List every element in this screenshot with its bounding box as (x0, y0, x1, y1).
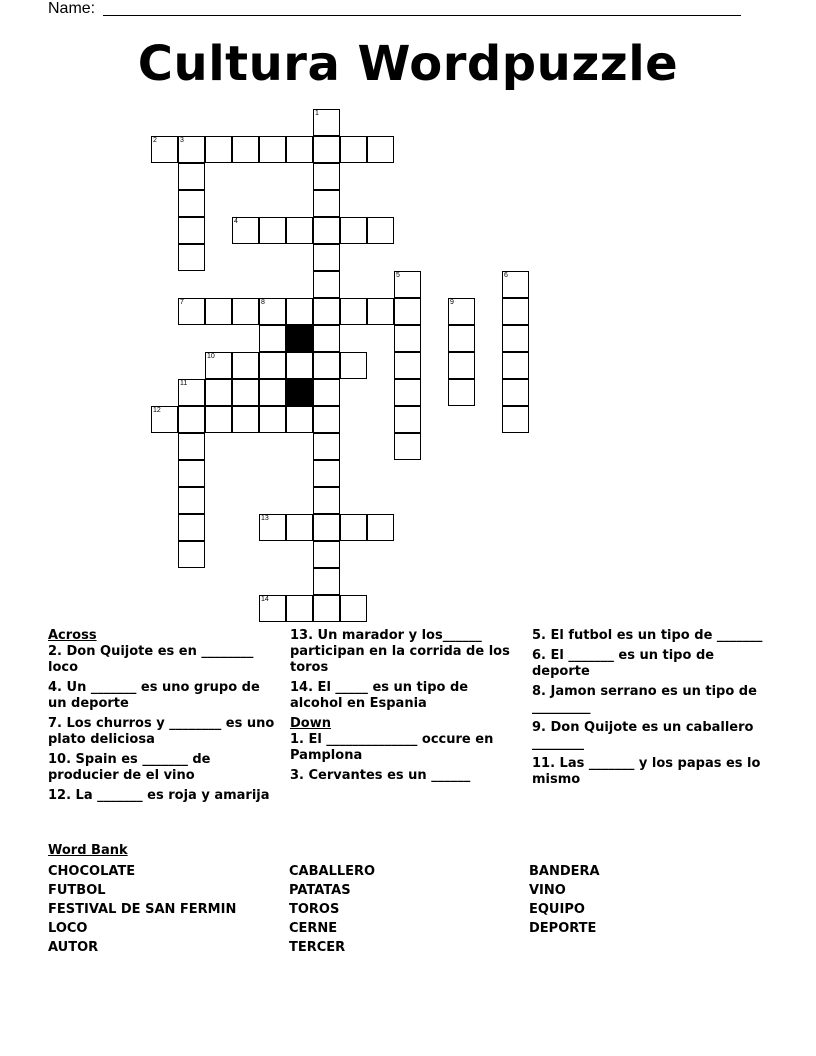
grid-cell[interactable] (313, 487, 340, 514)
clues-column-1 (48, 628, 280, 808)
grid-cell[interactable] (502, 406, 529, 433)
clue-num: 4. (48, 680, 62, 695)
clues-column-2 (290, 628, 522, 788)
grid-cell[interactable] (205, 352, 232, 379)
grid-cell[interactable] (178, 217, 205, 244)
word-bank-item: AUTOR (48, 940, 99, 955)
clues-column-3 (532, 628, 764, 792)
word-bank-item: FUTBOL (48, 883, 106, 898)
clue-number: 1 (315, 110, 319, 117)
grid-cell-blocked (286, 379, 313, 406)
grid-cell[interactable] (502, 352, 529, 379)
clue-num: 2. (48, 644, 62, 659)
grid-cell[interactable] (448, 325, 475, 352)
clue-text: El _______ es un tipo de deporte (532, 648, 715, 679)
word-bank-item: CHOCOLATE (48, 864, 136, 879)
grid-cell[interactable] (313, 109, 340, 136)
grid-cell[interactable] (313, 325, 340, 352)
clue-number: 5 (396, 272, 400, 279)
clue-num: 6. (532, 648, 546, 663)
grid-cell[interactable] (313, 433, 340, 460)
clue-item (290, 768, 522, 784)
grid-cell[interactable] (313, 136, 340, 163)
grid-cell[interactable] (313, 595, 340, 622)
clue-item (290, 628, 522, 676)
grid-cell[interactable] (178, 379, 205, 406)
clue-num: 3. (290, 768, 304, 783)
clue-item (48, 680, 280, 712)
word-bank-item: CABALLERO (289, 864, 376, 879)
grid-cell[interactable] (286, 217, 313, 244)
grid-cell[interactable] (340, 298, 367, 325)
word-bank-item: PATATAS (289, 883, 351, 898)
clue-text: El _____ es un tipo de alcohol en Espania (290, 680, 469, 711)
clue-num: 1. (290, 732, 304, 747)
word-bank-item: DEPORTE (529, 921, 597, 936)
clue-number: 10 (207, 353, 215, 360)
grid-cell[interactable] (394, 433, 421, 460)
grid-cell[interactable] (286, 514, 313, 541)
clue-number: 11 (180, 380, 188, 387)
grid-cell[interactable] (502, 379, 529, 406)
grid-cell[interactable] (340, 514, 367, 541)
grid-cell[interactable] (259, 325, 286, 352)
grid-cell[interactable] (232, 298, 259, 325)
grid-cell[interactable] (205, 136, 232, 163)
clue-number: 13 (261, 515, 269, 522)
grid-cell[interactable] (367, 298, 394, 325)
clue-number: 2 (153, 137, 157, 144)
grid-cell[interactable] (205, 406, 232, 433)
grid-cell[interactable] (313, 406, 340, 433)
grid-cell[interactable] (394, 298, 421, 325)
clue-text: Spain es _______ de producier de el vino (48, 752, 211, 783)
grid-cell[interactable] (340, 352, 367, 379)
grid-cell[interactable] (232, 352, 259, 379)
clue-text: Un marador y los______ participan en la corrida de los toros (290, 628, 510, 675)
grid-cell[interactable] (178, 190, 205, 217)
clue-number: 7 (180, 299, 184, 306)
clue-number: 8 (261, 299, 265, 306)
across-clue-list (48, 644, 280, 804)
clue-item (532, 648, 764, 680)
grid-cell[interactable] (340, 217, 367, 244)
clue-item (48, 752, 280, 784)
grid-cell[interactable] (502, 271, 529, 298)
clue-text: Los churros y ________ es uno plato deliciosa (48, 716, 275, 747)
grid-cell[interactable] (502, 325, 529, 352)
clue-num: 5. (532, 628, 546, 643)
word-bank-item: BANDERA (529, 864, 600, 879)
page-title: Cultura Wordpuzzle (137, 36, 679, 92)
grid-cell-blocked (286, 325, 313, 352)
word-bank-item: TOROS (289, 902, 340, 917)
clue-num: 10. (48, 752, 72, 767)
across-clue-list-continued (290, 628, 522, 712)
grid-cell[interactable] (286, 136, 313, 163)
clue-num: 11. (532, 756, 556, 771)
clue-item (290, 680, 522, 712)
grid-cell[interactable] (313, 298, 340, 325)
grid-cell[interactable] (394, 406, 421, 433)
clue-num: 8. (532, 684, 546, 699)
grid-cell[interactable] (178, 487, 205, 514)
grid-cell[interactable] (340, 595, 367, 622)
down-clue-list (290, 732, 522, 784)
clue-num: 12. (48, 788, 72, 803)
clue-text: La _______ es roja y amarija (71, 788, 270, 803)
grid-cell[interactable] (178, 460, 205, 487)
grid-cell[interactable] (313, 190, 340, 217)
clue-text: El futbol es un tipo de _______ (545, 628, 763, 643)
grid-cell[interactable] (178, 298, 205, 325)
grid-cell[interactable] (502, 298, 529, 325)
grid-cell[interactable] (448, 298, 475, 325)
clue-number: 4 (234, 218, 238, 225)
clue-num: 7. (48, 716, 62, 731)
grid-cell[interactable] (178, 541, 205, 568)
grid-cell[interactable] (178, 433, 205, 460)
grid-cell[interactable] (151, 406, 178, 433)
grid-cell[interactable] (313, 217, 340, 244)
clue-number: 14 (261, 596, 269, 603)
clue-text: Don Quijote es en ________ loco (48, 644, 254, 675)
grid-cell[interactable] (259, 217, 286, 244)
grid-cell[interactable] (394, 352, 421, 379)
word-bank-item: TERCER (289, 940, 346, 955)
clue-item (532, 628, 764, 644)
grid-cell[interactable] (286, 406, 313, 433)
clue-item (532, 756, 764, 788)
clue-text: Las _______ y los papas es lo mismo (532, 756, 761, 787)
grid-cell[interactable] (313, 271, 340, 298)
grid-cell[interactable] (232, 217, 259, 244)
grid-cell[interactable] (448, 379, 475, 406)
clue-text: El ______________ occure en Pamplona (290, 732, 494, 763)
clue-number: 12 (153, 407, 161, 414)
clue-item (48, 644, 280, 676)
name-label: Name: (48, 0, 96, 17)
grid-cell[interactable] (313, 379, 340, 406)
word-bank-item: VINO (529, 883, 566, 898)
clue-item (48, 716, 280, 748)
across-heading: Across (48, 628, 97, 643)
grid-cell[interactable] (232, 406, 259, 433)
grid-cell[interactable] (205, 298, 232, 325)
grid-cell[interactable] (367, 136, 394, 163)
clue-text: Jamon serrano es un tipo de _________ (532, 684, 757, 715)
grid-cell[interactable] (286, 298, 313, 325)
clue-text: Un _______ es uno grupo de un deporte (48, 680, 260, 711)
grid-cell[interactable] (313, 460, 340, 487)
grid-cell[interactable] (313, 514, 340, 541)
clue-number: 6 (504, 272, 508, 279)
grid-cell[interactable] (259, 298, 286, 325)
grid-cell[interactable] (286, 595, 313, 622)
grid-cell[interactable] (313, 244, 340, 271)
word-bank-item: FESTIVAL DE SAN FERMIN (48, 902, 237, 917)
word-bank-item: CERNE (289, 921, 338, 936)
grid-cell[interactable] (394, 271, 421, 298)
clue-number: 9 (450, 299, 454, 306)
word-bank-item: EQUIPO (529, 902, 585, 917)
grid-cell[interactable] (313, 541, 340, 568)
grid-cell[interactable] (178, 244, 205, 271)
grid-cell[interactable] (394, 379, 421, 406)
clue-item (532, 684, 764, 716)
grid-cell[interactable] (178, 514, 205, 541)
grid-cell[interactable] (313, 352, 340, 379)
grid-cell[interactable] (259, 406, 286, 433)
grid-cell[interactable] (313, 163, 340, 190)
grid-cell[interactable] (178, 163, 205, 190)
grid-cell[interactable] (178, 136, 205, 163)
word-bank-item: LOCO (48, 921, 88, 936)
grid-cell[interactable] (259, 514, 286, 541)
grid-cell[interactable] (259, 595, 286, 622)
clue-num: 13. (290, 628, 314, 643)
clue-text: Don Quijote es un caballero ________ (532, 720, 754, 751)
clue-num: 9. (532, 720, 546, 735)
clue-item (532, 720, 764, 752)
grid-cell[interactable] (232, 379, 259, 406)
down-heading: Down (290, 716, 331, 731)
grid-cell[interactable] (367, 514, 394, 541)
grid-cell[interactable] (340, 136, 367, 163)
grid-cell[interactable] (259, 379, 286, 406)
grid-cell[interactable] (367, 217, 394, 244)
grid-cell[interactable] (286, 352, 313, 379)
grid-cell[interactable] (394, 325, 421, 352)
grid-cell[interactable] (259, 352, 286, 379)
grid-cell[interactable] (205, 379, 232, 406)
grid-cell[interactable] (259, 136, 286, 163)
grid-cell[interactable] (313, 568, 340, 595)
clue-num: 14. (290, 680, 314, 695)
clue-item (290, 732, 522, 764)
word-bank-title: Word Bank (48, 843, 128, 858)
down-clue-list-continued (532, 628, 764, 788)
clue-item (48, 788, 280, 804)
grid-cell[interactable] (151, 136, 178, 163)
grid-cell[interactable] (232, 136, 259, 163)
grid-cell[interactable] (448, 352, 475, 379)
grid-cell[interactable] (178, 406, 205, 433)
clue-number: 3 (180, 137, 184, 144)
clue-text: Cervantes es un ______ (303, 768, 471, 783)
